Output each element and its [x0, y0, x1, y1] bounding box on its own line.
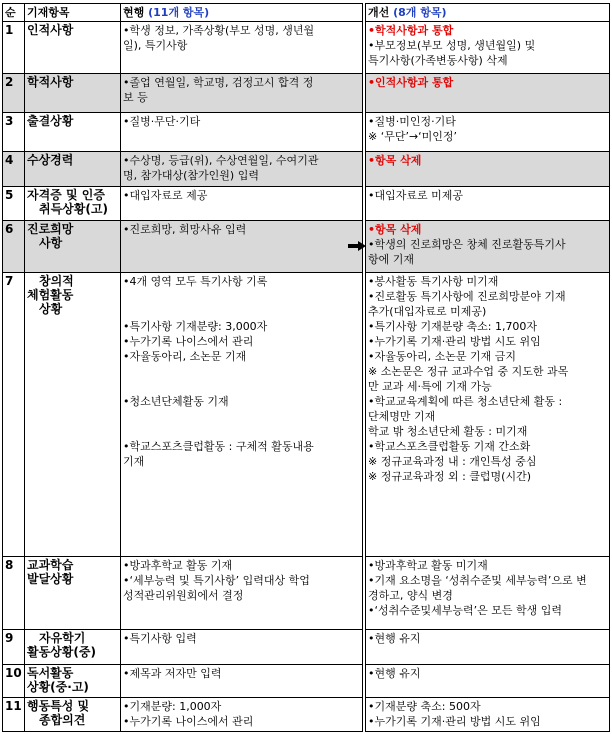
current-table-header — [3, 4, 363, 22]
text-line — [123, 429, 360, 439]
text-line: 추가(대입자료로 미제공) — [368, 305, 487, 318]
row-improved — [366, 152, 610, 187]
right-arrow-icon — [348, 241, 366, 251]
row-current — [121, 665, 363, 698]
text-line: 수상경력 — [27, 153, 74, 167]
text-line: •기재 요소명을 ‘성취수준및 세부능력’으로 변 — [368, 574, 587, 587]
text-line — [123, 289, 360, 299]
row-improved — [366, 187, 610, 221]
text-line: 단체명만 기재 — [368, 410, 436, 423]
improved-table-header — [366, 4, 610, 22]
text-line — [123, 419, 360, 429]
text-line — [123, 299, 360, 309]
text-line: 학적사항 — [27, 75, 74, 89]
text-line: 체험활동 — [27, 288, 74, 302]
text-line: •특기사항 기재분량: 3,000자 — [123, 320, 268, 333]
text-line: 성적관리위원회에서 결정 — [123, 589, 244, 602]
highlight-text-line: •항목 삭제 — [368, 154, 422, 167]
text-line: •질병·미인정·기타 — [368, 115, 456, 128]
text-line: ※ 소논문은 정규 교과수업 중 지도한 과목 — [368, 365, 569, 378]
text-line: 교과학습 — [27, 558, 74, 572]
row-no: 10 — [3, 665, 25, 698]
text-line: •누가기록 나이스에서 관리 — [123, 335, 254, 348]
row-current — [121, 698, 363, 732]
row-no: 8 — [3, 557, 25, 630]
text-line: •특기사항 기재분량 축소: 1,700자 — [368, 320, 538, 333]
row-no: 1 — [3, 22, 25, 74]
text-line: 활동상황(중) — [27, 645, 96, 659]
text-line: •누가기록 나이스에서 관리 — [123, 715, 254, 728]
text-line: ※ 정규교육과정 외 : 클럽명(시간) — [368, 470, 532, 483]
current-items-table — [2, 3, 363, 732]
header-improved: 개선 (8개 항목) — [366, 4, 610, 22]
row-item — [25, 273, 121, 557]
row-no: 2 — [3, 74, 25, 113]
text-line: 상황 — [39, 302, 63, 316]
row-no: 4 — [3, 152, 25, 187]
row-item — [25, 698, 121, 732]
text-line: 출결상황 — [27, 114, 74, 128]
row-improved — [366, 698, 610, 732]
row-no: 6 — [3, 221, 25, 273]
text-line: 사항 — [39, 236, 63, 250]
text-line: •‘세부능력 및 특기사항’ 입력대상 학업 — [123, 574, 310, 587]
text-line: •학교교육계획에 따른 청소년단체 활동 : — [368, 395, 563, 408]
text-line: •진로활동 특기사항에 진로희망분야 기재 — [368, 290, 566, 303]
text-line: •학교스포츠클럽활동 기재 간소화 — [368, 440, 531, 453]
header-no: 순 — [3, 4, 25, 22]
row-improved — [366, 557, 610, 630]
text-line: 종합의견 — [39, 713, 86, 727]
row-current — [121, 74, 363, 113]
row-current — [121, 630, 363, 665]
text-line — [123, 309, 360, 319]
text-line: 보 등 — [123, 91, 148, 104]
row-item — [25, 665, 121, 698]
text-line: •수상명, 등급(위), 수상연월일, 수여기관 — [123, 154, 319, 167]
text-line: 창의적 — [39, 274, 74, 288]
highlight-text-line: •인적사항과 통합 — [368, 76, 454, 89]
row-improved — [366, 22, 610, 74]
text-line: •기재분량: 1,000자 — [123, 700, 222, 713]
text-line: 진로희망 — [27, 222, 74, 236]
row-item — [25, 187, 121, 221]
row-no: 5 — [3, 187, 25, 221]
row-improved — [366, 221, 610, 273]
row-no: 7 — [3, 273, 25, 557]
row-item — [25, 22, 121, 74]
row-improved — [366, 113, 610, 152]
text-line: 인적사항 — [27, 23, 74, 37]
text-line: •누가기록 기재·관리 방법 시도 위임 — [368, 335, 541, 348]
text-line: •봉사활동 특기사항 미기재 — [368, 275, 499, 288]
text-line: •현행 유지 — [368, 667, 421, 680]
text-line: 발달상황 — [27, 572, 74, 586]
row-improved — [366, 74, 610, 113]
row-item — [25, 221, 121, 273]
text-line — [123, 364, 360, 374]
text-line: •제목과 저자만 입력 — [123, 667, 222, 680]
text-line: 독서활동 — [27, 666, 74, 680]
text-line: •학교스포츠클럽활동 : 구체적 활동내용 — [123, 440, 314, 453]
text-line: •방과후학교 활동 기재 — [123, 559, 233, 572]
row-current — [121, 152, 363, 187]
row-improved — [366, 665, 610, 698]
header-item: 기재항목 — [25, 4, 121, 22]
row-current — [121, 273, 363, 557]
text-line: •학생의 진로희망은 창체 진로활동특기사 — [368, 238, 566, 251]
row-no: 11 — [3, 698, 25, 732]
text-line: 행동특성 및 — [27, 699, 90, 713]
row-no: 9 — [3, 630, 25, 665]
improved-items-table — [365, 3, 610, 732]
text-line: •특기사항 입력 — [123, 632, 197, 645]
text-line: 특기사항(가족변동사항) 삭제 — [368, 54, 508, 67]
text-line: 만 교과 세·특에 기재 가능 — [368, 380, 492, 393]
text-line: •청소년단체활동 기재 — [123, 395, 229, 408]
text-line: •‘성취수준및세부능력’은 모든 학생 입력 — [368, 604, 562, 617]
text-line: •자율동아리, 소논문 기재 금지 — [368, 350, 516, 363]
row-item — [25, 74, 121, 113]
row-item — [25, 152, 121, 187]
text-line — [123, 384, 360, 394]
row-current — [121, 113, 363, 152]
row-current — [121, 221, 363, 273]
header-current: 현행 (11개 항목) — [121, 4, 363, 22]
text-line: •자율동아리, 소논문 기재 — [123, 350, 247, 363]
row-item — [25, 557, 121, 630]
text-line: ※ 정규교육과정 내 : 개인특성 중심 — [368, 455, 537, 468]
text-line: 명, 참가대상(참가인원) 입력 — [123, 169, 259, 182]
row-current — [121, 22, 363, 74]
row-item — [25, 630, 121, 665]
text-line: 일), 특기사항 — [123, 39, 188, 52]
row-improved — [366, 630, 610, 665]
highlight-text-line: •학적사항과 통합 — [368, 24, 454, 37]
text-line: •대입자료로 제공 — [123, 189, 208, 202]
text-line: •부모정보(부모 성명, 생년월일) 및 — [368, 39, 536, 52]
text-line: 자격증 및 인증 — [27, 188, 105, 202]
text-line: 자유학기 — [39, 631, 86, 645]
text-line: 기재 — [123, 455, 145, 468]
text-line: 상황(중·고) — [27, 680, 89, 694]
text-line: ※ ‘무단’→‘미인정’ — [368, 130, 458, 143]
text-line: 항에 기재 — [368, 253, 415, 266]
text-line: •진로희망, 희망사유 입력 — [123, 223, 247, 236]
text-line — [123, 374, 360, 384]
text-line — [123, 409, 360, 419]
highlight-text-line: •항목 삭제 — [368, 223, 422, 236]
text-line: •질병·무단·기타 — [123, 115, 201, 128]
row-improved — [366, 273, 610, 557]
text-line: 경하고, 양식 변경 — [368, 589, 453, 602]
text-line: 취득상황(고) — [39, 202, 108, 216]
text-line: •누가기록 기재·관리 방법 시도 위임 — [368, 715, 541, 728]
text-line: •현행 유지 — [368, 632, 421, 645]
row-current — [121, 187, 363, 221]
text-line: •4개 영역 모두 특기사항 기록 — [123, 275, 268, 288]
text-line: •기재분량 축소: 500자 — [368, 700, 481, 713]
row-no: 3 — [3, 113, 25, 152]
row-item — [25, 113, 121, 152]
row-current — [121, 557, 363, 630]
text-line: •대입자료로 미제공 — [368, 189, 463, 202]
text-line: 학교 밖 청소년단체 활동 : 미기재 — [368, 425, 528, 438]
text-line: •졸업 연월일, 학교명, 검정고시 합격 정 — [123, 76, 314, 89]
text-line: •방과후학교 활동 미기재 — [368, 559, 488, 572]
text-line: •학생 정보, 가족상황(부모 성명, 생년월 — [123, 24, 315, 37]
